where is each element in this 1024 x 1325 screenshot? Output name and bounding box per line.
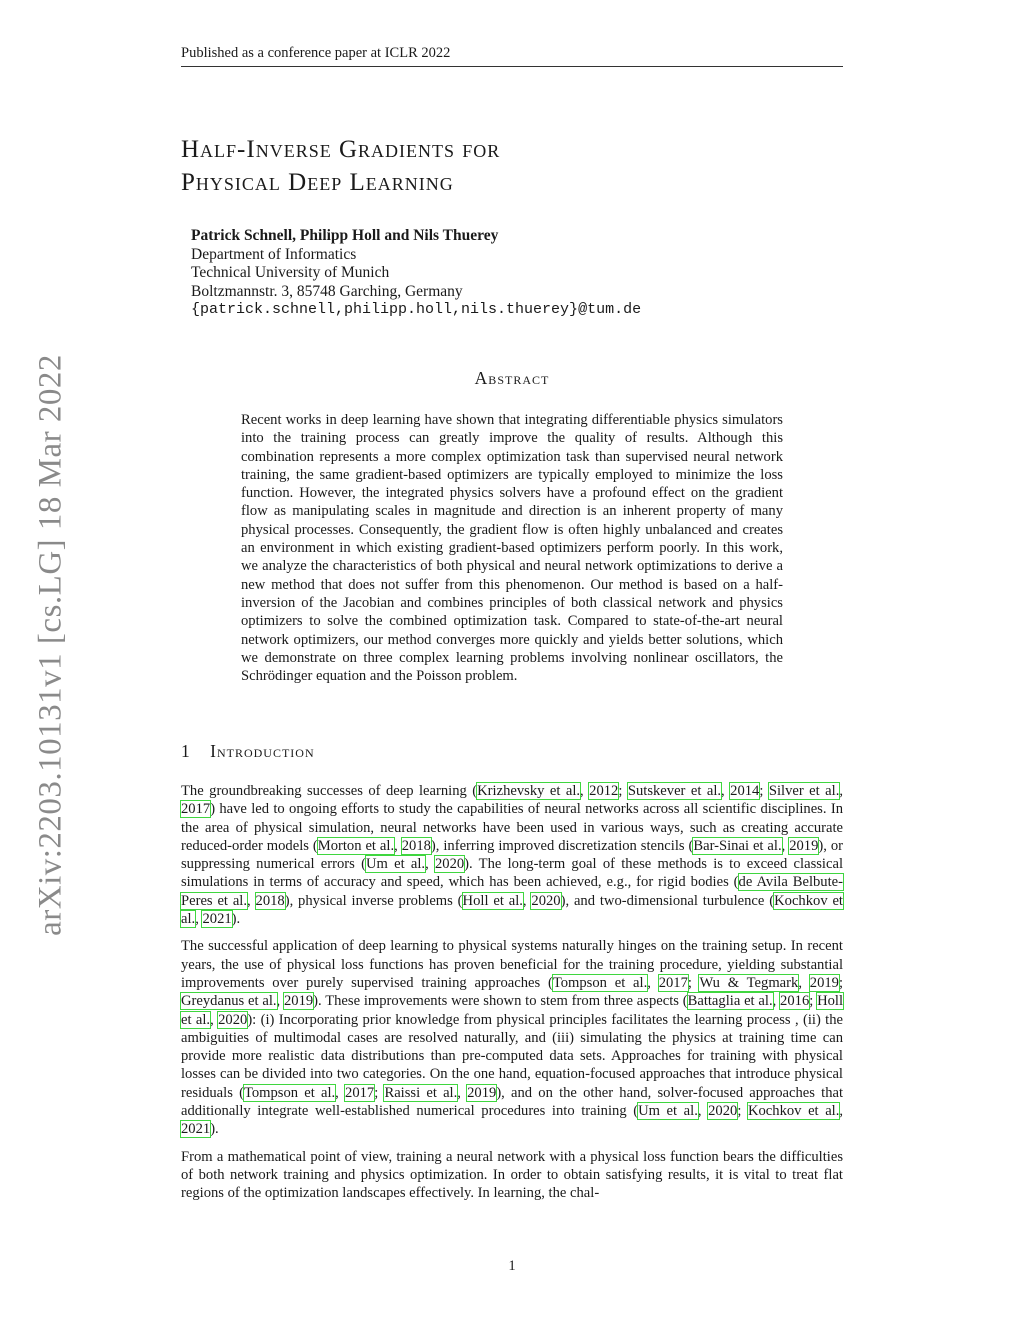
citation-link[interactable]: 2017	[658, 974, 688, 991]
citation-link[interactable]: 2016	[780, 993, 810, 1010]
running-header: Published as a conference paper at ICLR 2022	[181, 45, 843, 67]
author-block	[191, 227, 641, 320]
paragraph-text: ), and on the other hand, solver-focused approaches that additionally integrate well-established numerical procedures into training (	[181, 1084, 844, 1120]
paragraph-text: ,	[839, 783, 843, 799]
paragraph-text: ,	[781, 837, 790, 854]
title-line-1: Half-Inverse Gradients for	[181, 136, 501, 163]
paragraph-text: ,	[335, 1084, 346, 1101]
citation-link[interactable]: 2018	[255, 892, 285, 909]
author-names: Patrick Schnell, Philipp Holl and Nils Thuerey	[191, 227, 499, 244]
paragraph-text: ,	[580, 783, 590, 799]
author-department: Department of Informatics	[191, 245, 357, 263]
paragraph-text: ) have led to ongoing efforts to study the capabilities of neural networks across all scientific disciplines. In the area of physical simulation, neural networks have been used in various ways, such as creating accurate reduced-order models (	[181, 801, 843, 854]
paragraph-text: ,	[210, 1011, 219, 1028]
paragraph-text: ,	[457, 1084, 468, 1101]
paragraph-text: ;	[759, 783, 769, 799]
paragraph-text: ).	[231, 911, 241, 928]
paragraph	[181, 1148, 843, 1203]
citation-link[interactable]: Silver et al.	[768, 783, 840, 799]
paragraph	[181, 782, 843, 928]
citation-link[interactable]: 2020	[531, 892, 561, 909]
citation-link[interactable]: 2017	[181, 801, 211, 818]
paragraph-text: ;	[838, 974, 844, 991]
paragraph-text: ,	[772, 993, 781, 1010]
paragraph-text: ). These improvements were shown to stem from three aspects (	[313, 993, 688, 1010]
author-university: Technical University of Munich	[191, 264, 390, 281]
paragraph-text: ,	[394, 837, 402, 854]
citation-link[interactable]: Tompson et al.	[243, 1084, 336, 1101]
citation-link[interactable]: Battaglia et al.	[687, 993, 773, 1010]
paragraph-text: ,	[247, 892, 256, 909]
citation-link[interactable]: Holl et al.	[181, 993, 844, 1028]
paragraph-text: ), physical inverse problems (	[284, 892, 463, 909]
paragraph-text: From a mathematical point of view, training a neural network with a physical loss function bears the difficulties of both network training and physics optimization. In order to obtain satisfying results, it is vital to treat flat regions of the optimization landscapes effectively. In learning, the chal-	[181, 1148, 843, 1202]
paragraph-text: ,	[276, 993, 284, 1010]
citation-link[interactable]: 2019	[283, 993, 314, 1010]
citation-link[interactable]: Bar-Sinai et al.	[693, 837, 782, 854]
paragraph-text: ;	[618, 783, 628, 799]
citation-link[interactable]: Greydanus et al.	[181, 993, 277, 1010]
citation-link[interactable]: 2020	[708, 1103, 738, 1120]
paragraph-text: The successful application of deep learning to physical systems naturally hinges on the training setup. In recent years, the use of physical loss functions has proven beneficial for the training procedure, yielding substantial improvements over purely supervised training approaches (	[181, 938, 843, 991]
paragraph-text: ).	[210, 1121, 219, 1138]
citation-link[interactable]: 2012	[589, 783, 619, 799]
paragraph-text: ,	[647, 974, 659, 991]
citation-link[interactable]: Tompson et al.	[552, 974, 648, 991]
introduction-body	[181, 782, 843, 1212]
paragraph-text: ;	[737, 1103, 748, 1120]
citation-link[interactable]: 2020	[218, 1011, 248, 1028]
citation-link[interactable]: Wu & Tegmark	[699, 974, 799, 991]
citation-link[interactable]: 2014	[730, 783, 760, 799]
citation-link[interactable]: 2019	[809, 974, 839, 991]
citation-link[interactable]: 2020	[434, 856, 465, 873]
citation-link[interactable]: Sutskever et al.	[627, 783, 722, 799]
citation-link[interactable]: Morton et al.	[317, 837, 395, 854]
citation-link[interactable]: Kochkov et al.	[181, 892, 843, 928]
paragraph-text: ,	[522, 892, 532, 909]
citation-link[interactable]: Krizhevsky et al.	[477, 783, 581, 799]
section-number: 1	[181, 741, 191, 761]
section-heading-introduction	[181, 741, 315, 762]
page-number: 1	[508, 1258, 516, 1274]
paragraph-text: ;	[809, 993, 818, 1010]
abstract-heading: Abstract	[474, 368, 550, 388]
citation-link[interactable]: 2019	[467, 1084, 497, 1101]
author-address: Boltzmannstr. 3, 85748 Garching, Germany	[191, 282, 463, 300]
paragraph-text: ,	[721, 783, 731, 799]
paragraph-text: ,	[195, 911, 203, 928]
citation-link[interactable]: 2018	[401, 837, 431, 854]
paragraph-text: ), or suppressing numerical errors (	[181, 837, 843, 873]
paper-title	[181, 133, 500, 199]
author-email[interactable]: {patrick.schnell,philipp.holl,nils.thuerey}@tum.de	[191, 301, 642, 318]
paragraph-text: ,	[798, 974, 810, 991]
paragraph-text: ,	[425, 856, 435, 873]
paragraph-text: ): (i) Incorporating prior knowledge from physical principles facilitates the learning process , (ii) the ambiguities of multimodal cases are resolved naturally, and (iii) simulating the physics at training time can provide more realistic data distributions than pre-computed data sets. Approaches for training with physical losses can be divided into two categories. On the one hand, equation-focused approaches that introduce physical residuals (	[181, 1011, 843, 1101]
title-line-2: Physical Deep Learning	[181, 169, 454, 196]
paragraph-text: ). The long-term goal of these methods is to exceed classical simulations in terms of accuracy and speed, which has been achieved, e.g., for rigid bodies (	[181, 856, 843, 891]
citation-link[interactable]: Um et al.	[365, 856, 426, 873]
section-title: Introduction	[210, 741, 315, 761]
paragraph-text: ;	[374, 1084, 385, 1101]
paragraph-text: ), inferring improved discretization stencils (	[430, 837, 694, 854]
paragraph-text: ;	[687, 974, 700, 991]
arxiv-sidebar-stamp: arXiv:2203.10131v1 [cs.LG] 18 Mar 2022	[32, 354, 69, 936]
paragraph-text: ), and two-dimensional turbulence (	[560, 892, 775, 909]
citation-link[interactable]: Raissi et al.	[384, 1084, 458, 1101]
citation-link[interactable]: 2019	[789, 837, 819, 854]
citation-link[interactable]: Um et al.	[638, 1103, 698, 1120]
paragraph-text: ,	[697, 1103, 709, 1120]
citation-link[interactable]: 2017	[345, 1084, 375, 1101]
citation-link[interactable]: de Avila Belbute-Peres et al.	[181, 874, 843, 909]
citation-link[interactable]: Kochkov et al.	[747, 1103, 840, 1120]
citation-link[interactable]: 2021	[202, 911, 232, 928]
paragraph-text: The groundbreaking successes of deep learning (	[181, 783, 478, 799]
citation-link[interactable]: 2021	[181, 1121, 211, 1138]
paragraph	[181, 937, 843, 1138]
paragraph-text: ,	[839, 1103, 844, 1120]
citation-link[interactable]: Holl et al.	[462, 892, 523, 909]
abstract-text: Recent works in deep learning have shown that integrating differentiable physics simulators into the training process can greatly improve the quality of results. Although this combination represents a more complex optimization task than supervised neural network training, the same gradient-based optimizers are typically employed to minimize the loss function. However, the integrated physics solvers have a profound effect on the gradient flow as manipulating scales in magnitude and direction is an inherent property of many physical processes. Consequently, the gradient flow is often highly unbalanced and creates an environment in which existing gradient-based optimizers perform poorly. In this work, we analyze the characteristics of both physical and neural network optimizations to derive a new method that does not suffer from this phenomenon. Our method is based on a half-inversion of the Jacobian and combines principles of both classical network and physics optimizers to solve the combined optimization task. Compared to state-of-the-art neural network optimizers, our method converges more quickly and yields better solutions, which we demonstrate on three complex learning problems involving nonlinear oscillators, the Schrödinger equation and the Poisson problem.	[241, 412, 783, 685]
